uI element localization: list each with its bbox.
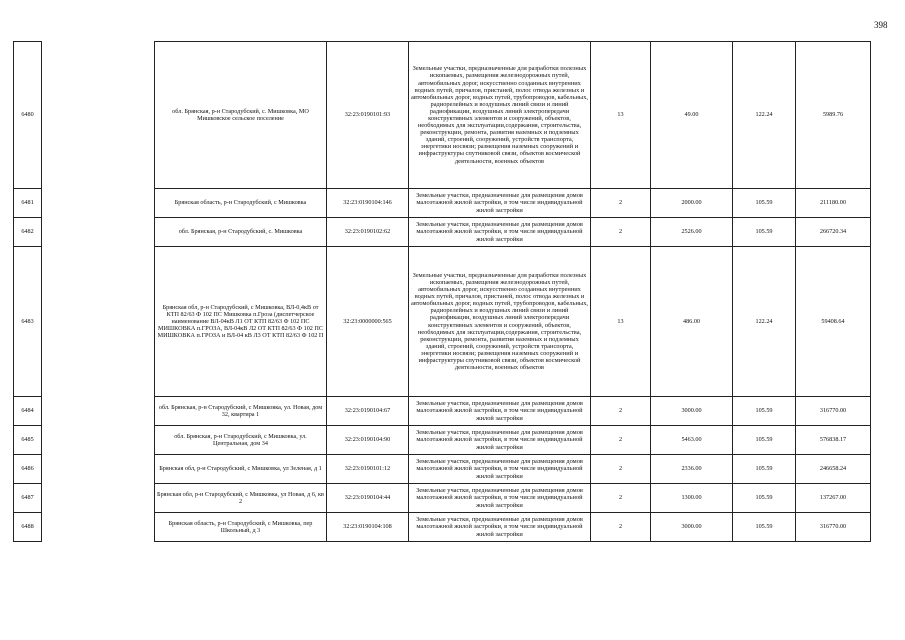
- blank-cell: [42, 397, 155, 426]
- cadastral-number-cell: 32:23:0190104:67: [327, 397, 409, 426]
- row-number: 6483: [14, 247, 42, 397]
- address-cell: обл. Брянская, р-н Стародубский, с. Мишковка: [155, 218, 327, 247]
- area-cell: 486.00: [651, 247, 733, 397]
- land-purpose-cell: Земельные участки, предназначенные для размещения домов малоэтажной жилой застройки, в том числе индивидуальной жилой застройки: [409, 484, 591, 513]
- blank-cell: [42, 42, 155, 189]
- table-row: [14, 484, 871, 513]
- area-cell: 2000.00: [651, 189, 733, 218]
- row-number: 6488: [14, 513, 42, 542]
- rate-cell: 105.59: [733, 513, 796, 542]
- purpose-code-cell: 2: [591, 218, 651, 247]
- address-cell: обл. Брянская, р-н Стародубский, с. Мишковка, МО Мишковское сельское поселение: [155, 42, 327, 189]
- blank-cell: [42, 513, 155, 542]
- area-cell: 1300.00: [651, 484, 733, 513]
- land-purpose-cell: Земельные участки, предназначенные для размещения домов малоэтажной жилой застройки, в том числе индивидуальной жилой застройки: [409, 455, 591, 484]
- rate-cell: 122.24: [733, 247, 796, 397]
- cadastral-value-cell: 576838.17: [796, 426, 871, 455]
- purpose-code-cell: 2: [591, 426, 651, 455]
- cadastral-value-cell: 137267.00: [796, 484, 871, 513]
- address-cell: Брянская область, р-н Стародубский, с Мишковка: [155, 189, 327, 218]
- purpose-code-cell: 2: [591, 397, 651, 426]
- cadastral-value-cell: 246658.24: [796, 455, 871, 484]
- cadastral-number-cell: 32:23:0190104:146: [327, 189, 409, 218]
- row-number: 6480: [14, 42, 42, 189]
- cadastral-value-cell: 59408.64: [796, 247, 871, 397]
- address-cell: Брянская область, р-н Стародубский, с Мишковка, пер Школьный, д 3: [155, 513, 327, 542]
- land-purpose-cell: Земельные участки, предназначенные для размещения домов малоэтажной жилой застройки, в том числе индивидуальной жилой застройки: [409, 397, 591, 426]
- row-number: 6484: [14, 397, 42, 426]
- area-cell: 3000.00: [651, 513, 733, 542]
- table-row: [14, 513, 871, 542]
- address-cell: Брянская обл, р-н Стародубский, с Мишковка, ВЛ-0,4кВ от КТП 82/63 Ф 102 ПС Мишковка п.Гроза (диспетчерское наименование ВЛ-04кВ Л1 ОТ КТП 82/63 Ф 102 ПС МИШКОВКА п.ГРОЗА, ВЛ-04кВ Л2 ОТ КТП 82/63 Ф 102 ПС МИШКОВКА п.ГРОЗА и ВЛ-04 кВ Л3 ОТ КТП 82/63 Ф 102 П: [155, 247, 327, 397]
- blank-cell: [42, 189, 155, 218]
- purpose-code-cell: 13: [591, 42, 651, 189]
- cadastral-number-cell: 32:23:0190102:62: [327, 218, 409, 247]
- cadastral-number-cell: 32:23:0190101:93: [327, 42, 409, 189]
- address-cell: обл. Брянская, р-н Стародубский, с Мишковка, ул. Центральная, дом 34: [155, 426, 327, 455]
- purpose-code-cell: 13: [591, 247, 651, 397]
- blank-cell: [42, 455, 155, 484]
- rate-cell: 105.59: [733, 484, 796, 513]
- rate-cell: 105.59: [733, 455, 796, 484]
- row-number: 6487: [14, 484, 42, 513]
- table-row: [14, 42, 871, 189]
- table-row: [14, 455, 871, 484]
- cadastral-value-cell: 316770.00: [796, 513, 871, 542]
- land-purpose-cell: Земельные участки, предназначенные для разработки полезных ископаемых, размещения железнодорожных путей, автомобильных дорог, искусственно созданных внутренних водных путей, причалов, пристаней, полос отвода железных и автомобильных дорог, водных путей, трубопроводов, кабельных, радиорелейных и воздушных линий связи и линий радиофикации, воздушных линий электропередачи конструктивных элементов и сооружений, объектов, необходимых для эксплуатации,содержания, строительства, реконструкции, ремонта, развития наземных и подземных зданий, строений, сооружений, устройств транспорта, энергетики иосвязи; размещения наземных сооружений и инфраструктуры спутниковой связи, объектов космической деятельности, военных объектов: [409, 42, 591, 189]
- table-row: [14, 397, 871, 426]
- cadastral-value-cell: 266720.34: [796, 218, 871, 247]
- cadastral-number-cell: 32:23:0190101:12: [327, 455, 409, 484]
- rate-cell: 105.59: [733, 426, 796, 455]
- cadastral-number-cell: 32:23:0190104:44: [327, 484, 409, 513]
- page-number: 398: [874, 20, 888, 30]
- land-purpose-cell: Земельные участки, предназначенные для разработки полезных ископаемых, размещения железнодорожных путей, автомобильных дорог, искусственно созданных внутренних водных путей, причалов, пристаней, полос отвода железных и автомобильных дорог, водных путей, трубопроводов, кабельных, радиорелейных и воздушных линий связи и линий радиофикации, воздушных линий электропередачи конструктивных элементов и сооружений, объектов, необходимых для эксплуатации,содержания, строительства, реконструкции, ремонта, развития наземных и подземных зданий, строений, сооружений, устройств транспорта, энергетики иосвязи; размещения наземных сооружений и инфраструктуры спутниковой связи, объектов космической деятельности, военных объектов: [409, 247, 591, 397]
- row-number: 6485: [14, 426, 42, 455]
- land-purpose-cell: Земельные участки, предназначенные для размещения домов малоэтажной жилой застройки, в том числе индивидуальной жилой застройки: [409, 218, 591, 247]
- address-cell: Брянская обл, р-н Стародубский, с Мишковка, ул Зеленая, д 1: [155, 455, 327, 484]
- purpose-code-cell: 2: [591, 484, 651, 513]
- area-cell: 2336.00: [651, 455, 733, 484]
- land-register-table: [13, 41, 871, 542]
- rate-cell: 105.59: [733, 397, 796, 426]
- rate-cell: 105.59: [733, 218, 796, 247]
- row-number: 6481: [14, 189, 42, 218]
- purpose-code-cell: 2: [591, 189, 651, 218]
- cadastral-value-cell: 316770.00: [796, 397, 871, 426]
- table-row: [14, 426, 871, 455]
- cadastral-number-cell: 32:23:0190104:90: [327, 426, 409, 455]
- land-purpose-cell: Земельные участки, предназначенные для размещения домов малоэтажной жилой застройки, в том числе индивидуальной жилой застройки: [409, 426, 591, 455]
- blank-cell: [42, 426, 155, 455]
- row-number: 6486: [14, 455, 42, 484]
- area-cell: 49.00: [651, 42, 733, 189]
- row-number: 6482: [14, 218, 42, 247]
- land-purpose-cell: Земельные участки, предназначенные для размещения домов малоэтажной жилой застройки, в том числе индивидуальной жилой застройки: [409, 189, 591, 218]
- cadastral-value-cell: 211180.00: [796, 189, 871, 218]
- cadastral-number-cell: 32:23:0000000:565: [327, 247, 409, 397]
- cadastral-number-cell: 32:23:0190104:108: [327, 513, 409, 542]
- blank-cell: [42, 247, 155, 397]
- area-cell: 2526.00: [651, 218, 733, 247]
- rate-cell: 122.24: [733, 42, 796, 189]
- purpose-code-cell: 2: [591, 513, 651, 542]
- area-cell: 3000.00: [651, 397, 733, 426]
- blank-cell: [42, 484, 155, 513]
- address-cell: Брянская обл, р-н Стародубский, с Мишковка, ул Новая, д 6, кв 2: [155, 484, 327, 513]
- blank-cell: [42, 218, 155, 247]
- rate-cell: 105.59: [733, 189, 796, 218]
- address-cell: обл. Брянская, р-н Стародубский, с Мишковка, ул. Новая, дом 32, квартира 1: [155, 397, 327, 426]
- land-purpose-cell: Земельные участки, предназначенные для размещения домов малоэтажной жилой застройки, в том числе индивидуальной жилой застройки: [409, 513, 591, 542]
- table-row: [14, 218, 871, 247]
- purpose-code-cell: 2: [591, 455, 651, 484]
- cadastral-value-cell: 5989.76: [796, 42, 871, 189]
- table-row: [14, 247, 871, 397]
- table-row: [14, 189, 871, 218]
- area-cell: 5463.00: [651, 426, 733, 455]
